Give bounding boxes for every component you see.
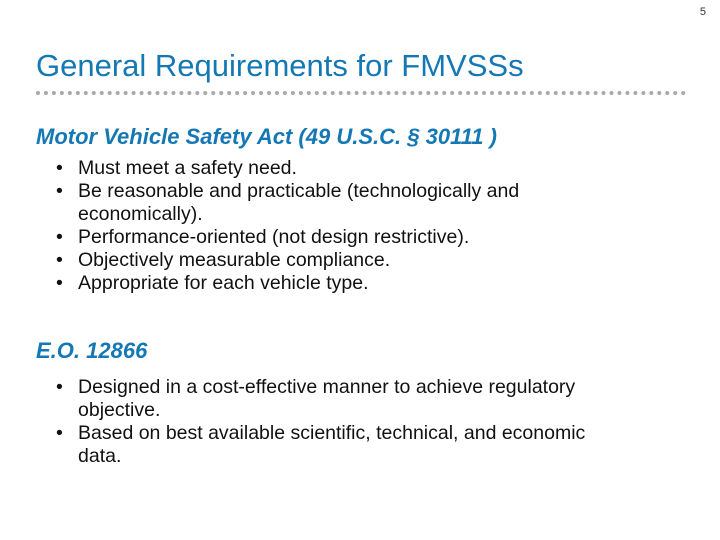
bullet-text: Be reasonable and practicable (technologically and economically).: [78, 180, 520, 225]
page-number: 5: [699, 6, 706, 18]
title-divider: [36, 91, 686, 95]
list-item: [56, 249, 636, 272]
list-item: [56, 180, 636, 226]
bullet-icon: •: [56, 249, 63, 271]
list-item: [56, 422, 596, 468]
bullet-text: Objectively measurable compliance.: [78, 249, 391, 271]
bullet-icon: •: [56, 422, 63, 444]
bullet-text: Designed in a cost-effective manner to achieve regulatory objective.: [78, 376, 576, 421]
bullet-icon: •: [56, 272, 63, 294]
bullet-text: Must meet a safety need.: [78, 157, 297, 179]
section-heading-executive-order: E.O. 12866: [36, 338, 148, 363]
bullet-text: Based on best available scientific, technical, and economic data.: [78, 422, 586, 467]
list-item: [56, 157, 636, 180]
bullet-icon: •: [56, 157, 63, 179]
bullet-text: Appropriate for each vehicle type.: [78, 272, 369, 294]
slide-title: General Requirements for FMVSSs: [36, 48, 524, 83]
list-item: [56, 376, 596, 422]
bullet-icon: •: [56, 376, 63, 398]
bullet-icon: •: [56, 180, 63, 202]
bullet-icon: •: [56, 226, 63, 248]
list-item: [56, 226, 636, 249]
section-heading-safety-act: Motor Vehicle Safety Act (49 U.S.C. § 30111 ): [36, 124, 497, 149]
bullet-text: Performance-oriented (not design restrictive).: [78, 226, 470, 248]
safety-act-bullet-list: [56, 157, 636, 295]
executive-order-bullet-list: [56, 376, 596, 468]
list-item: [56, 272, 636, 295]
